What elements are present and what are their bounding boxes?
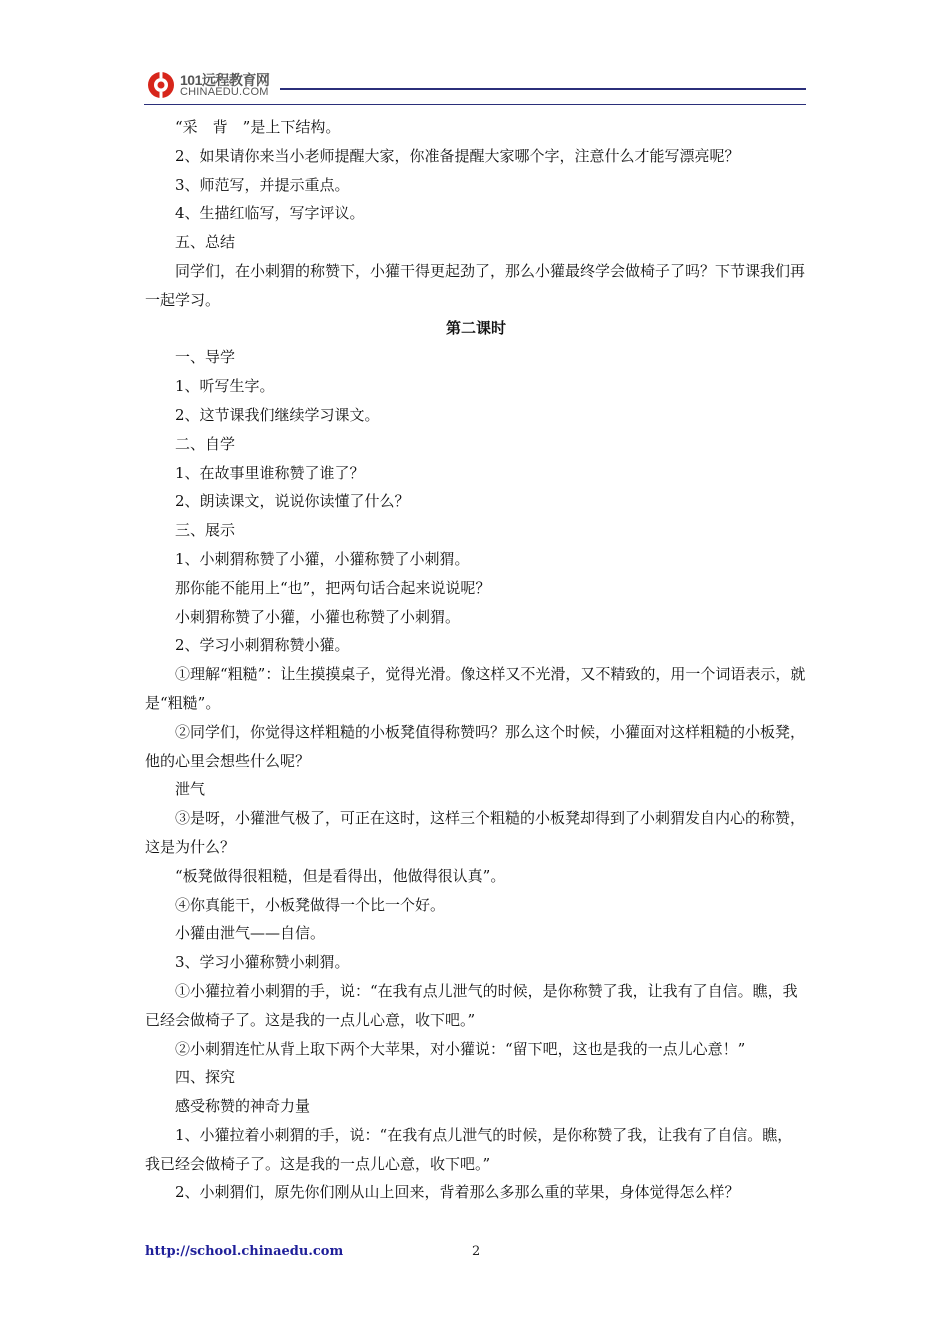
body-line: 2、小刺猬们，原先你们刚从山上回来，背着那么多那么重的苹果，身体觉得怎么样？: [175, 1183, 740, 1202]
body-line: 感受称赞的神奇力量: [175, 1097, 311, 1116]
header-divider: [144, 104, 806, 105]
body-line: 4、生描红临写，写字评议。: [175, 204, 365, 223]
body-line: 2、学习小刺猬称赞小獾。: [175, 636, 350, 655]
document-body: [145, 113, 807, 1207]
chinaedu-logo-icon: [146, 70, 176, 100]
body-line: 那你能不能用上“也”，把两句话合起来说说呢？: [175, 578, 491, 597]
body-line: ②小刺猬连忙从背上取下两个大苹果，对小獾说：“留下吧，这也是我的一点儿心意！”: [175, 1039, 746, 1058]
body-line: ③是呀，小獾泄气极了，可正在这时，这样三个粗糙的小板凳却得到了小刺猬发自内心的称赞，这是为什么？: [145, 809, 806, 856]
section-heading: 第二课时: [445, 319, 506, 337]
body-line: 1、小獾拉着小刺猬的手，说：“在我有点儿泄气的时候，是你称赞了我，让我有了自信。瞧，我已经会做椅子了。这是我的一点儿心意，收下吧。”: [145, 1125, 793, 1173]
body-line: “板凳做得很粗糙，但是看得出，他做得很认真”。: [175, 866, 506, 885]
logo-bottom-text: CHINAEDU.COM: [180, 86, 269, 98]
body-line: 2、如果请你来当小老师提醒大家，你准备提醒大家哪个字，注意什么才能写漂亮呢？: [175, 146, 740, 165]
body-line: 3、学习小獾称赞小刺猬。: [175, 953, 350, 972]
body-line: 2、朗读课文，说说你读懂了什么？: [175, 492, 410, 511]
body-line: 二、自学: [175, 434, 236, 453]
body-line: 3、师范写，并提示重点。: [175, 175, 350, 194]
body-line: 1、听写生字。: [175, 377, 275, 396]
body-line: 2、这节课我们继续学习课文。: [175, 405, 380, 424]
body-line: 1、在故事里谁称赞了谁了？: [175, 463, 365, 482]
document-header: [144, 68, 806, 104]
body-line: 三、展示: [175, 521, 236, 540]
body-line: ①小獾拉着小刺猬的手，说：“在我有点儿泄气的时候，是你称赞了我，让我有了自信。瞧，我已经会做椅子了。这是我的一点儿心意，收下吧。”: [145, 981, 798, 1029]
logo-top-text: 101远程教育网: [180, 72, 270, 88]
document-footer: [145, 1244, 807, 1268]
page-number: 2: [472, 1244, 481, 1259]
body-line: ①理解“粗糙”：让生摸摸桌子，觉得光滑。像这样又不光滑，又不精致的，用一个词语表示，就是“粗糙”。: [145, 665, 806, 712]
body-line: 四、探究: [175, 1068, 236, 1087]
body-line: 一、导学: [175, 348, 236, 367]
footer-url-link[interactable]: http://school.chinaedu.com: [145, 1244, 344, 1259]
header-rule: [280, 88, 806, 90]
body-line: 泄气: [175, 780, 206, 799]
body-line: ④你真能干，小板凳做得一个比一个好。: [175, 895, 446, 914]
body-line: 同学们，在小刺猬的称赞下，小獾干得更起劲了，那么小獾最终学会做椅子了吗？下节课我们再一起学习。: [145, 261, 806, 309]
body-line: 1、小刺猬称赞了小獾，小獾称赞了小刺猬。: [175, 549, 470, 568]
body-line: 小刺猬称赞了小獾，小獾也称赞了小刺猬。: [175, 607, 461, 626]
body-line: ②同学们，你觉得这样粗糙的小板凳值得称赞吗？那么这个时候，小獾面对这样粗糙的小板凳，他的心里会想些什么呢？: [145, 722, 806, 770]
body-line: “采 背 ”是上下结构。: [175, 118, 341, 136]
body-line: 五、总结: [175, 233, 236, 252]
body-line: 小獾由泄气——自信。: [175, 924, 326, 943]
